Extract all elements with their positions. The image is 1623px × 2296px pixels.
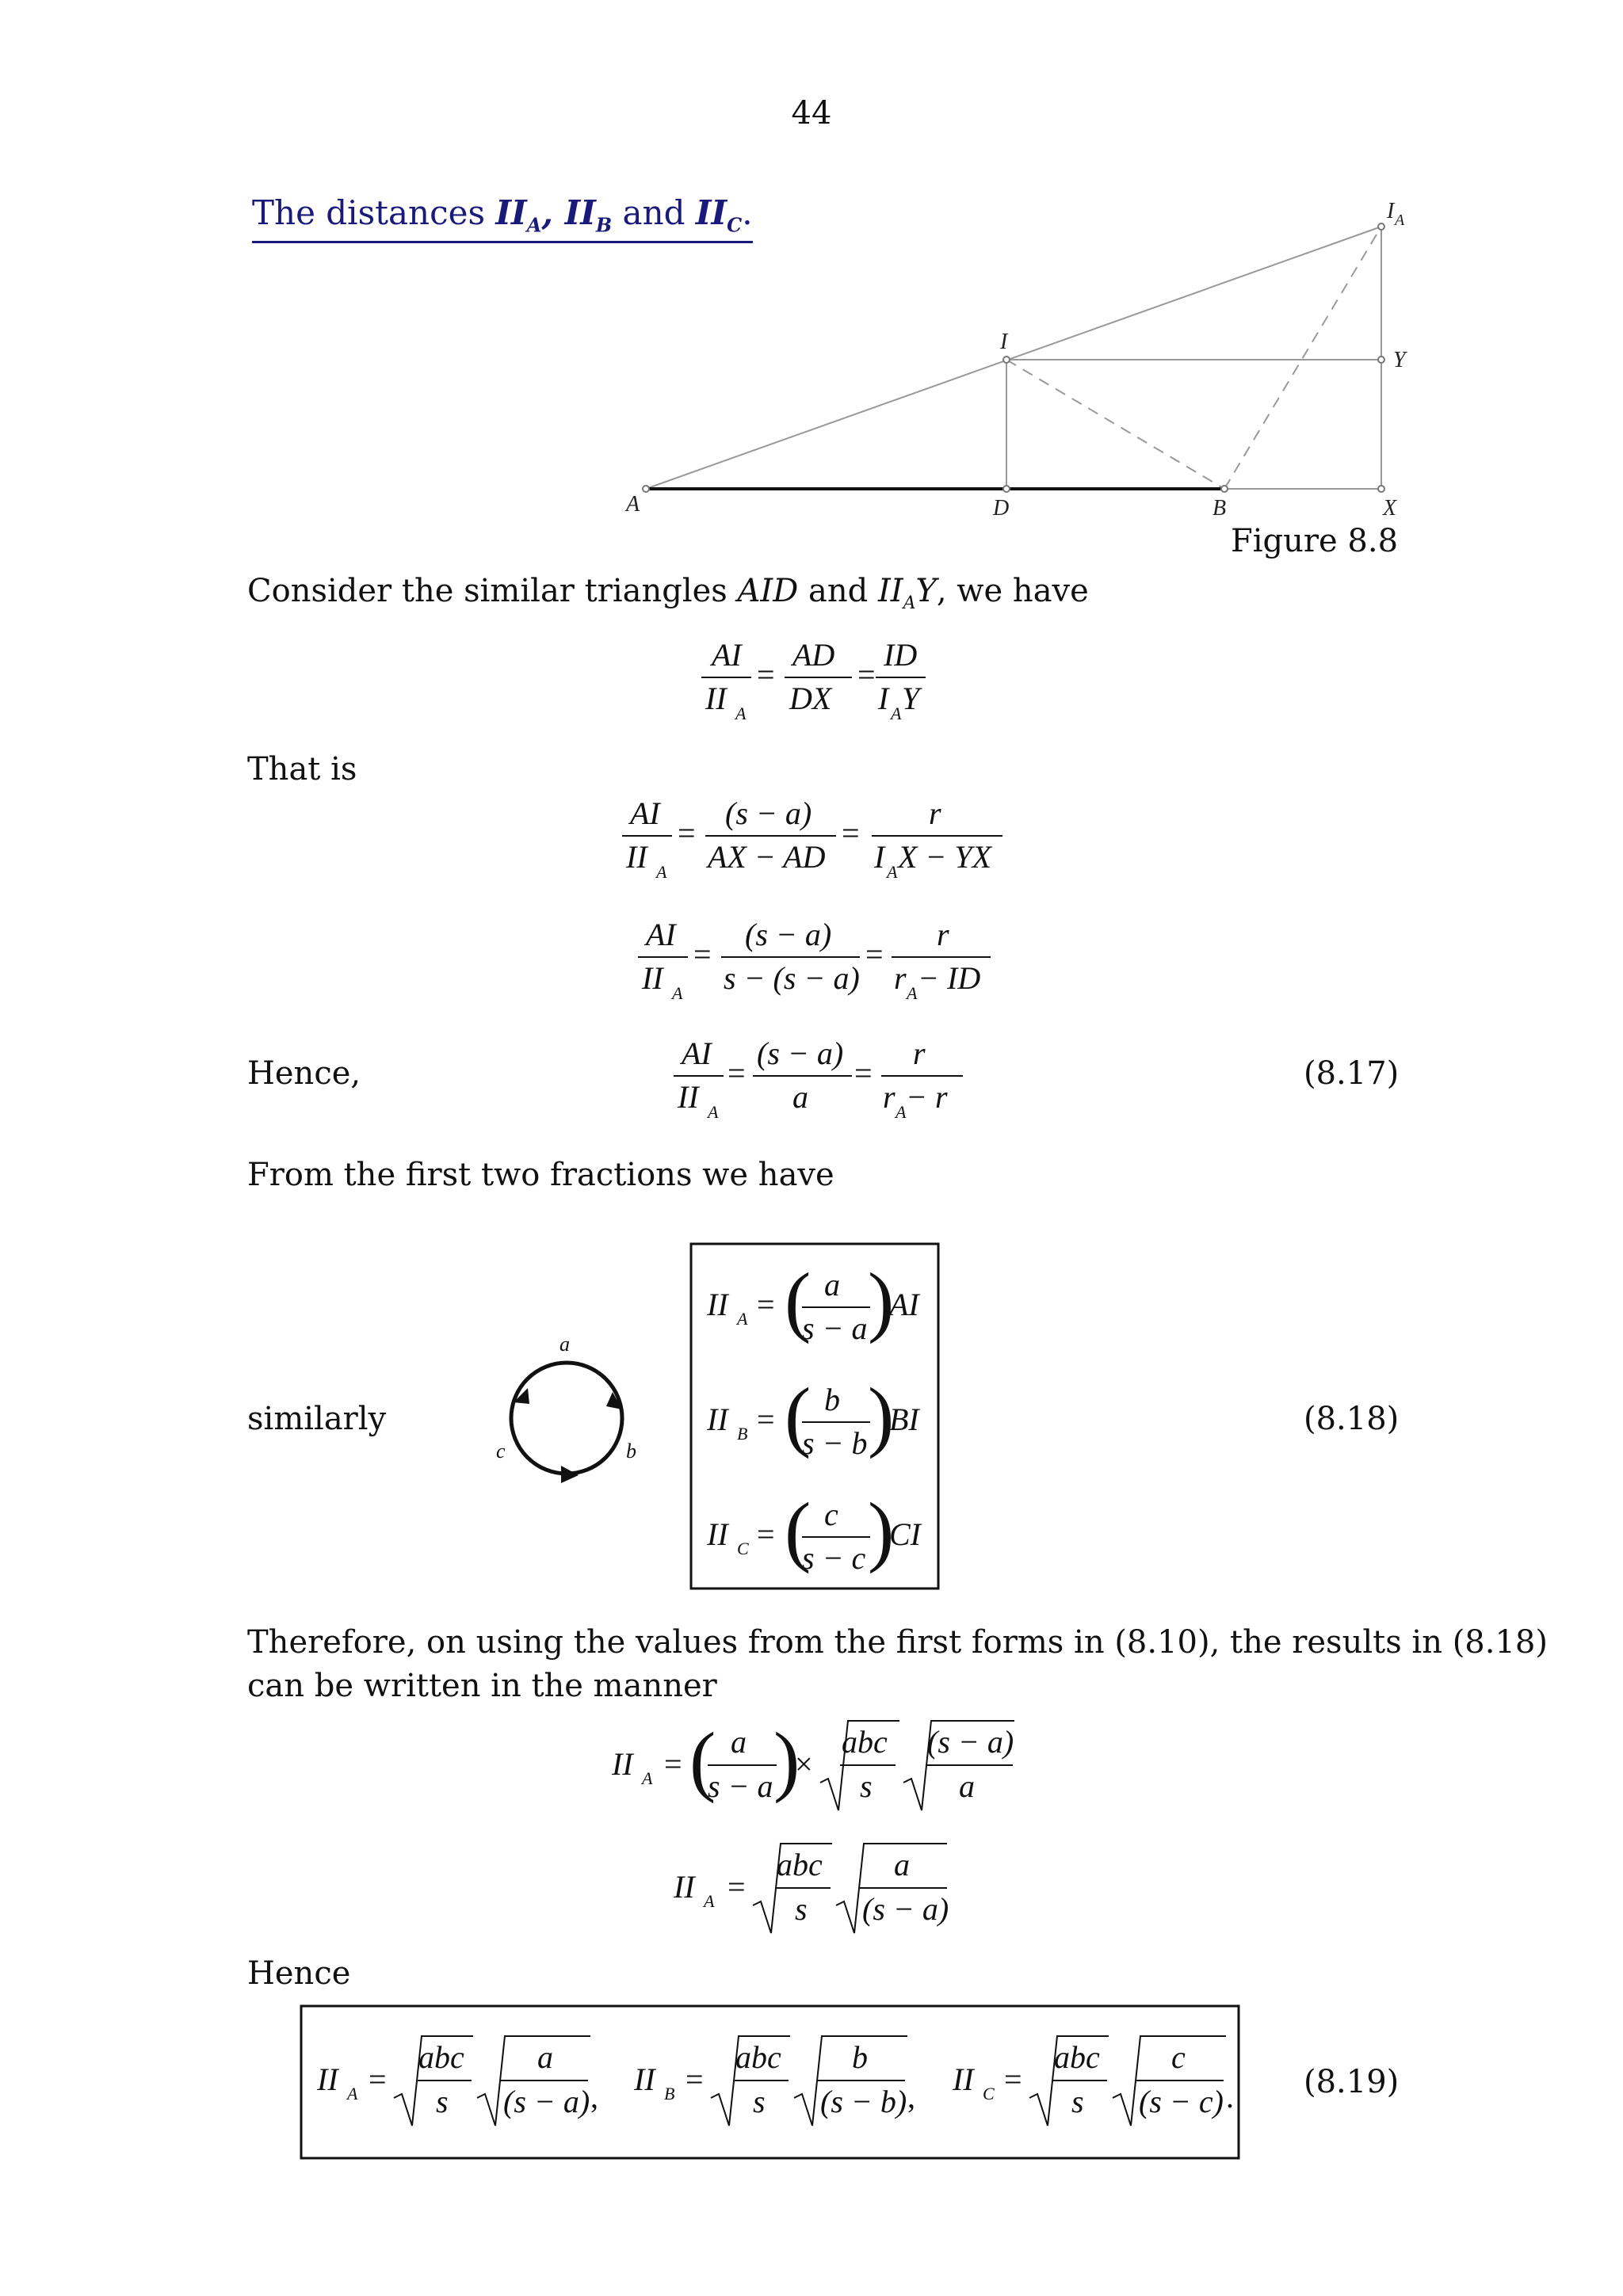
svg-text:=: = (693, 936, 712, 972)
svg-text:abc: abc (777, 1847, 823, 1882)
svg-text:,: , (590, 2079, 598, 2115)
svg-text:II: II (953, 2061, 974, 2097)
cycle-diagram (496, 1333, 636, 1483)
svg-text:(s − a): (s − a) (927, 1724, 1014, 1760)
eq-8-18-a (706, 1257, 920, 1346)
similarly-text: similarly (247, 1401, 387, 1437)
svg-text:(s − a): (s − a) (503, 2084, 590, 2119)
eq-that-is (622, 795, 1002, 882)
svg-text:abc: abc (842, 1724, 888, 1760)
svg-text:AI: AI (646, 917, 676, 952)
svg-text:A: A (887, 862, 898, 882)
svg-text:s − b: s − b (802, 1425, 868, 1461)
svg-text:Y: Y (902, 681, 920, 716)
svg-text:=: = (757, 1402, 775, 1437)
svg-text:II: II (707, 1516, 728, 1552)
label-Y: Y (1393, 348, 1406, 372)
svg-text:r: r (913, 1035, 926, 1071)
svg-text:B: B (664, 2084, 675, 2103)
svg-text:II: II (634, 2061, 655, 2097)
svg-text:C: C (737, 1539, 749, 1558)
svg-text:A: A (642, 1768, 653, 1788)
svg-text:II: II (642, 960, 663, 996)
svg-text:a: a (894, 1847, 910, 1882)
svg-text:): ) (868, 1371, 895, 1459)
svg-text:− r: − r (906, 1079, 948, 1115)
svg-text:s: s (1071, 2084, 1084, 2119)
svg-text:(s − b): (s − b) (820, 2084, 907, 2119)
eq-8-19-a (316, 2036, 598, 2126)
svg-text:A: A (672, 983, 683, 1003)
svg-text:II: II (317, 2061, 338, 2097)
svg-text:r: r (894, 960, 907, 996)
svg-text:abc: abc (418, 2039, 464, 2075)
svg-text:s − (s − a): s − (s − a) (724, 960, 860, 996)
svg-text:s − a: s − a (708, 1768, 773, 1804)
svg-text:=: = (857, 657, 876, 692)
title-ii-c: II (695, 193, 727, 232)
svg-text:(: ( (689, 1716, 716, 1804)
svg-text:s: s (753, 2084, 766, 2119)
svg-text:A: A (907, 983, 918, 1003)
that-is-text: That is (247, 751, 357, 788)
title-and: and (612, 193, 696, 232)
svg-text:=: = (664, 1746, 682, 1782)
svg-text:AI: AI (682, 1035, 712, 1071)
eq-8-18-b (706, 1371, 920, 1461)
svg-text:a: a (824, 1267, 840, 1302)
from-first-text: From the first two fractions we have (247, 1157, 834, 1193)
svg-text:,: , (907, 2079, 915, 2115)
svg-text:II: II (707, 1402, 728, 1437)
svg-text:AI: AI (712, 637, 742, 673)
eq-substitution (611, 1716, 1014, 1810)
page-number: 44 (791, 95, 832, 132)
svg-text:A: A (708, 1102, 719, 1122)
title-period: . (742, 193, 753, 232)
svg-text:B: B (737, 1424, 748, 1444)
svg-text:(s − a): (s − a) (745, 917, 832, 952)
svg-text:I: I (874, 839, 885, 875)
triangle-iiay-main: II (877, 573, 903, 609)
svg-text:=: = (757, 1516, 775, 1552)
svg-text:(s − a): (s − a) (757, 1035, 844, 1071)
svg-text:A: A (737, 1309, 748, 1329)
label-X: X (1383, 496, 1397, 521)
eq-step-two (638, 917, 991, 1003)
consider-end: , we have (936, 573, 1089, 609)
svg-text:AI: AI (889, 1287, 919, 1322)
label-IA-sub: A (1395, 212, 1405, 229)
svg-text:c: c (824, 1497, 838, 1532)
svg-text:=: = (854, 1055, 873, 1091)
svg-text:(: ( (785, 1371, 812, 1459)
hence-text: Hence, (247, 1055, 361, 1092)
svg-text:A: A (891, 704, 902, 723)
consider-and: and (808, 573, 869, 609)
svg-text:b: b (852, 2039, 868, 2075)
eq-similarity (701, 637, 926, 723)
svg-text:r: r (929, 795, 941, 831)
label-I: I (1000, 330, 1008, 354)
label-B: B (1212, 496, 1227, 521)
svg-text:): ) (773, 1716, 800, 1804)
svg-text:s: s (795, 1891, 808, 1927)
svg-text:×: × (795, 1746, 813, 1782)
svg-text:a: a (731, 1724, 747, 1760)
title-sub-c: C (727, 213, 743, 237)
eq-8-19-b (633, 2036, 915, 2126)
svg-text:=: = (369, 2061, 387, 2097)
section-title-prefix: The distances (252, 193, 496, 232)
svg-text:A: A (704, 1891, 715, 1911)
therefore-line-2: can be written in the manner (247, 1668, 717, 1704)
svg-text:=: = (685, 2061, 704, 2097)
svg-text:A: A (656, 862, 667, 882)
figure-caption: Figure 8.8 (1231, 523, 1399, 559)
svg-text:s − a: s − a (802, 1310, 868, 1346)
triangle-iiay-sub: A (903, 593, 916, 613)
svg-text:II: II (674, 1869, 695, 1905)
svg-text:=: = (678, 815, 696, 851)
svg-text:=: = (865, 936, 884, 972)
svg-text:=: = (842, 815, 860, 851)
svg-text:a: a (537, 2039, 553, 2075)
svg-text:AD: AD (792, 637, 835, 673)
eq-simplified (673, 1844, 949, 1933)
svg-text:s − c: s − c (802, 1540, 866, 1576)
svg-text:(s − a): (s − a) (862, 1891, 949, 1927)
svg-text:II: II (678, 1079, 699, 1115)
therefore-line-1: Therefore, on using the values from the first forms in (8.10), the results in (8.18) (247, 1624, 1548, 1661)
svg-text:(s − c): (s − c) (1139, 2084, 1224, 2119)
svg-text:(: ( (785, 1257, 812, 1344)
cycle-label-b: b (626, 1440, 636, 1463)
svg-text:A: A (347, 2084, 358, 2103)
svg-text:CI: CI (889, 1516, 921, 1552)
svg-text:a: a (792, 1079, 808, 1115)
triangle-aid: AID (737, 573, 799, 609)
eq-8-17 (674, 1035, 963, 1122)
svg-text:A: A (735, 704, 747, 723)
cycle-label-c: c (496, 1440, 506, 1463)
svg-text:=: = (757, 1287, 775, 1322)
triangle-iiay-end: Y (915, 573, 937, 609)
svg-text:AX − AD: AX − AD (708, 839, 826, 875)
equation-number-8-17: (8.17) (1304, 1055, 1400, 1092)
eq-8-19-c (952, 2036, 1234, 2126)
svg-text:II: II (705, 681, 727, 716)
svg-text:=: = (757, 657, 775, 692)
svg-text:A: A (896, 1102, 907, 1122)
title-sub-a: A (526, 213, 542, 237)
svg-text:BI: BI (889, 1402, 919, 1437)
box-8-19 (301, 2006, 1239, 2158)
cycle-label-a: a (559, 1333, 570, 1356)
title-sub-b: B (595, 213, 613, 237)
svg-text:b: b (824, 1382, 840, 1417)
svg-text:II: II (707, 1287, 728, 1322)
hence-text-2: Hence (247, 1955, 351, 1992)
title-ii-a: II (495, 193, 527, 232)
svg-text:c: c (1171, 2039, 1186, 2075)
svg-text:.: . (1226, 2079, 1234, 2115)
label-D: D (993, 496, 1010, 521)
svg-text:abc: abc (1054, 2039, 1100, 2075)
svg-text:ID: ID (884, 637, 918, 673)
svg-text:abc: abc (735, 2039, 781, 2075)
svg-text:X − YX: X − YX (898, 839, 992, 875)
consider-text: Consider the similar triangles (247, 573, 727, 609)
svg-text:=: = (1004, 2061, 1022, 2097)
svg-text:a: a (959, 1768, 975, 1804)
svg-text:r: r (937, 917, 949, 952)
label-A: A (626, 492, 640, 517)
label-IA: I (1387, 199, 1395, 223)
svg-text:(: ( (785, 1486, 812, 1574)
svg-text:II: II (626, 839, 647, 875)
svg-text:): ) (868, 1486, 895, 1574)
svg-text:− ID: − ID (918, 960, 981, 996)
svg-text:II: II (612, 1746, 633, 1782)
svg-text:(s − a): (s − a) (725, 795, 812, 831)
svg-text:r: r (883, 1079, 896, 1115)
equation-number-8-18: (8.18) (1304, 1401, 1400, 1437)
svg-text:DX: DX (789, 681, 832, 716)
svg-text:s: s (860, 1768, 873, 1804)
svg-text:s: s (436, 2084, 449, 2119)
svg-text:): ) (868, 1257, 895, 1344)
title-ii-b: II (564, 193, 596, 232)
svg-text:AI: AI (630, 795, 660, 831)
eq-8-18-c (706, 1486, 922, 1576)
svg-text:I: I (878, 681, 889, 716)
svg-text:=: = (727, 1055, 746, 1091)
arrow-b-c (561, 1466, 579, 1483)
svg-text:=: = (727, 1869, 746, 1905)
equation-number-8-19: (8.19) (1304, 2064, 1400, 2100)
title-comma: , (541, 193, 565, 232)
svg-text:C: C (983, 2084, 995, 2103)
cycle-circle (511, 1363, 622, 1474)
